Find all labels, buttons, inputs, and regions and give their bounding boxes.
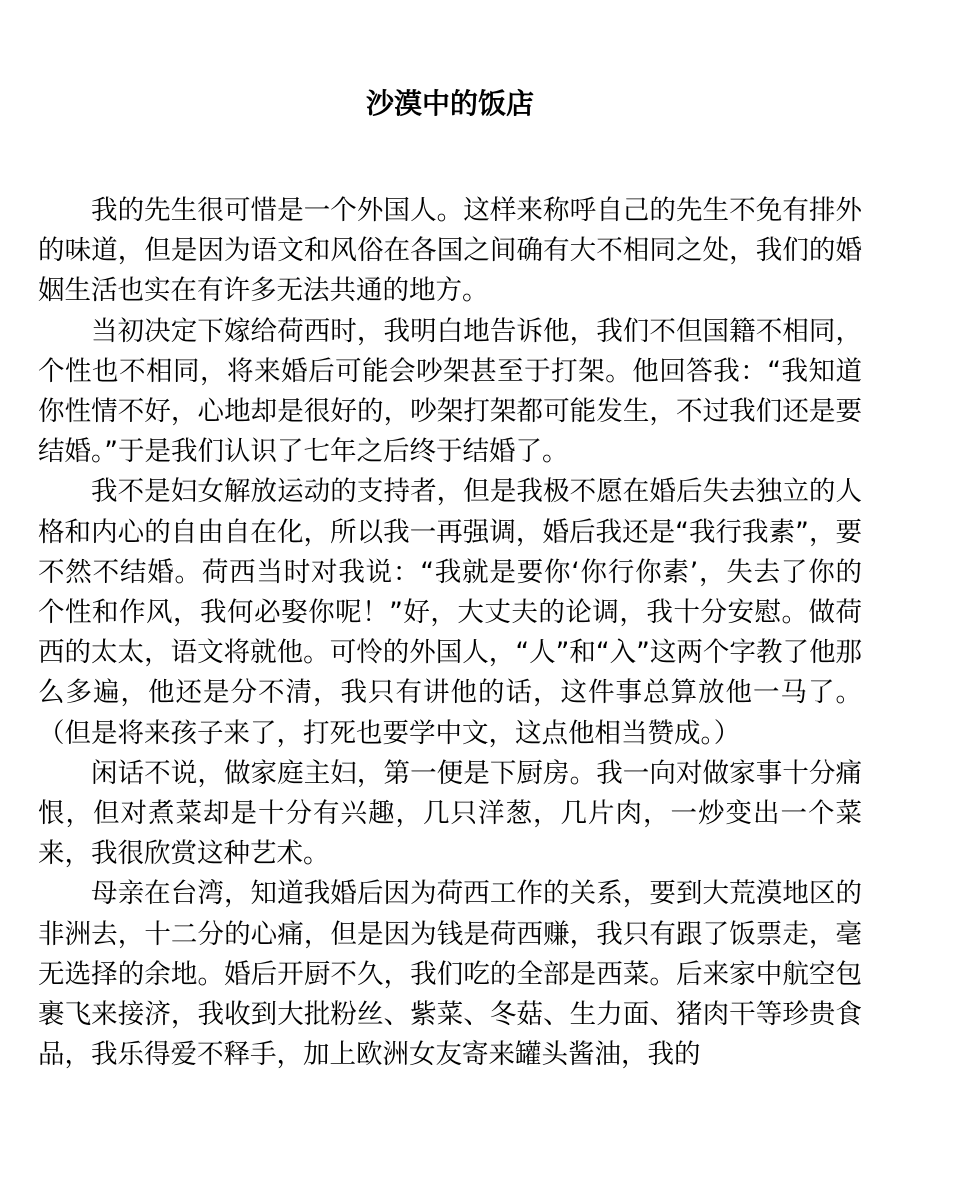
- document-title: 沙漠中的饭店: [365, 87, 534, 120]
- document-body: [38, 191, 862, 1075]
- paragraph: 闲话不说，做家庭主妇，第一便是下厨房。我一向对做家事十分痛恨，但对煮菜却是十分有兴趣，几只洋葱，几片肉，一炒变出一个菜来，我很欣赏这种艺术。: [38, 757, 862, 870]
- paragraph: 当初决定下嫁给荷西时，我明白地告诉他，我们不但国籍不相同，个性也不相同，将来婚后可能会吵架甚至于打架。他回答我：“我知道你性情不好，心地却是很好的，吵架打架都可能发生，不过我们还是要结婚。”于是我们认识了七年之后终于结婚了。: [38, 315, 862, 468]
- paragraph: 我不是妇女解放运动的支持者，但是我极不愿在婚后失去独立的人格和内心的自由自在化，所以我一再强调，婚后我还是“我行我素”，要不然不结婚。荷西当时对我说：“我就是要你‘你行你素’，失去了你的个性和作风，我何必娶你呢！”好，大丈夫的论调，我十分安慰。做荷西的太太，语文将就他。可怜的外国人，“人”和“入”这两个字教了他那么多遍，他还是分不清，我只有讲他的话，这件事总算放他一马了。（但是将来孩子来了，打死也要学中文，这点他相当赞成。）: [38, 476, 862, 749]
- paragraph: 母亲在台湾，知道我婚后因为荷西工作的关系，要到大荒漠地区的非洲去，十二分的心痛，但是因为钱是荷西赚，我只有跟了饭票走，毫无选择的余地。婚后开厨不久，我们吃的全部是西菜。后来家中航空包裹飞来接济，我收到大批粉丝、紫菜、冬菇、生力面、猪肉干等珍贵食品，我乐得爱不释手，加上欧洲女友寄来罐头酱油，我的: [38, 878, 862, 1071]
- paragraph: 我的先生很可惜是一个外国人。这样来称呼自己的先生不免有排外的味道，但是因为语文和风俗在各国之间确有大不相同之处，我们的婚姻生活也实在有许多无法共通的地方。: [38, 195, 862, 307]
